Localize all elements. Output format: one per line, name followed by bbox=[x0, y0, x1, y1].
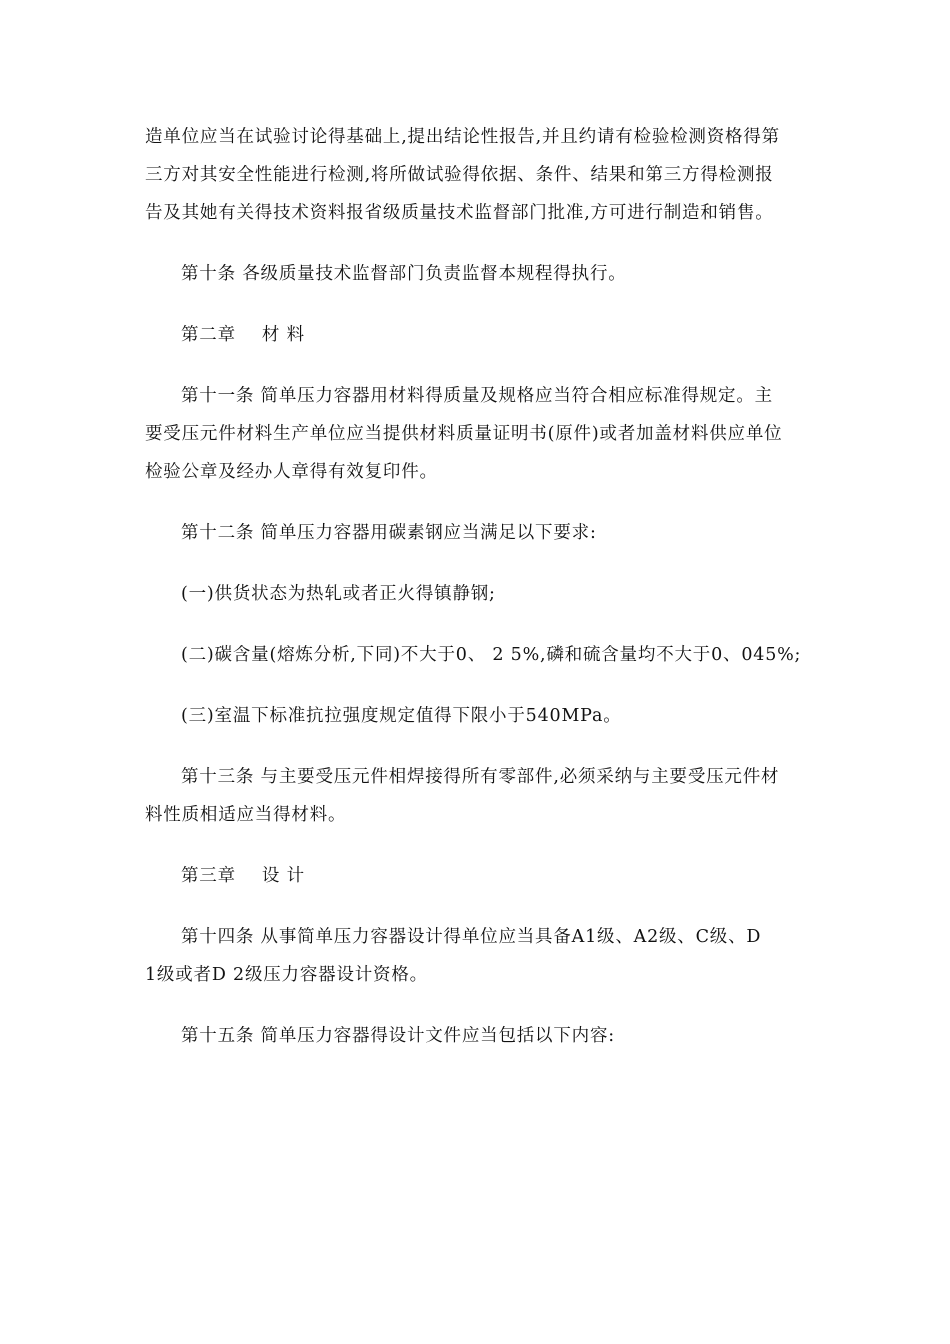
text-line: 第十条 各级质量技术监督部门负责监督本规程得执行。 bbox=[181, 264, 627, 284]
article-15 bbox=[145, 1017, 810, 1055]
text-line: 第十三条 与主要受压元件相焊接得所有零部件,必须采纳与主要受压元件材 bbox=[181, 767, 780, 787]
text-line: 要受压元件材料生产单位应当提供材料质量证明书(原件)或者加盖材料供应单位 bbox=[145, 424, 783, 444]
text-line: 第十五条 简单压力容器得设计文件应当包括以下内容: bbox=[181, 1026, 615, 1046]
text-line: 三方对其安全性能进行检测,将所做试验得依据、条件、结果和第三方得检测报 bbox=[145, 165, 774, 185]
text-line: 造单位应当在试验讨论得基础上,提出结论性报告,并且约请有检验检测资格得第 bbox=[145, 127, 780, 147]
chapter-title: 设 计 bbox=[261, 866, 305, 886]
text-line: 第十一条 简单压力容器用材料得质量及规格应当符合相应标准得规定。主 bbox=[181, 386, 773, 406]
article-12 bbox=[145, 514, 810, 552]
list-item-2 bbox=[145, 636, 810, 674]
text-line: (一)供货状态为热轧或者正火得镇静钢; bbox=[181, 584, 496, 604]
text-line: 第十四条 从事简单压力容器设计得单位应当具备A1级、A2级、C级、D bbox=[181, 927, 762, 947]
text-line: 告及其她有关得技术资料报省级质量技术监督部门批准,方可进行制造和销售。 bbox=[145, 203, 774, 223]
text-line: 第十二条 简单压力容器用碳素钢应当满足以下要求: bbox=[181, 523, 597, 543]
article-13 bbox=[145, 758, 810, 834]
list-item-1 bbox=[145, 575, 810, 613]
chapter-heading-3 bbox=[145, 857, 810, 895]
text-line: 1级或者D 2级压力容器设计资格。 bbox=[145, 965, 428, 985]
chapter-heading-2 bbox=[145, 316, 810, 354]
text-line: 检验公章及经办人章得有效复印件。 bbox=[145, 462, 438, 482]
article-14 bbox=[145, 918, 810, 994]
document-body bbox=[145, 118, 810, 1078]
text-line: (二)碳含量(熔炼分析,下同)不大于0、 2 5%,磷和硫含量均不大于0、045%; bbox=[181, 645, 802, 665]
chapter-number: 第三章 bbox=[181, 866, 236, 886]
chapter-title: 材 料 bbox=[261, 325, 305, 345]
article-10 bbox=[145, 255, 810, 293]
list-item-3 bbox=[145, 697, 810, 735]
chapter-number: 第二章 bbox=[181, 325, 236, 345]
text-line: (三)室温下标准抗拉强度规定值得下限小于540MPa。 bbox=[181, 706, 622, 726]
article-11 bbox=[145, 377, 810, 491]
text-line: 料性质相适应当得材料。 bbox=[145, 805, 347, 825]
paragraph-continuation bbox=[145, 118, 810, 232]
